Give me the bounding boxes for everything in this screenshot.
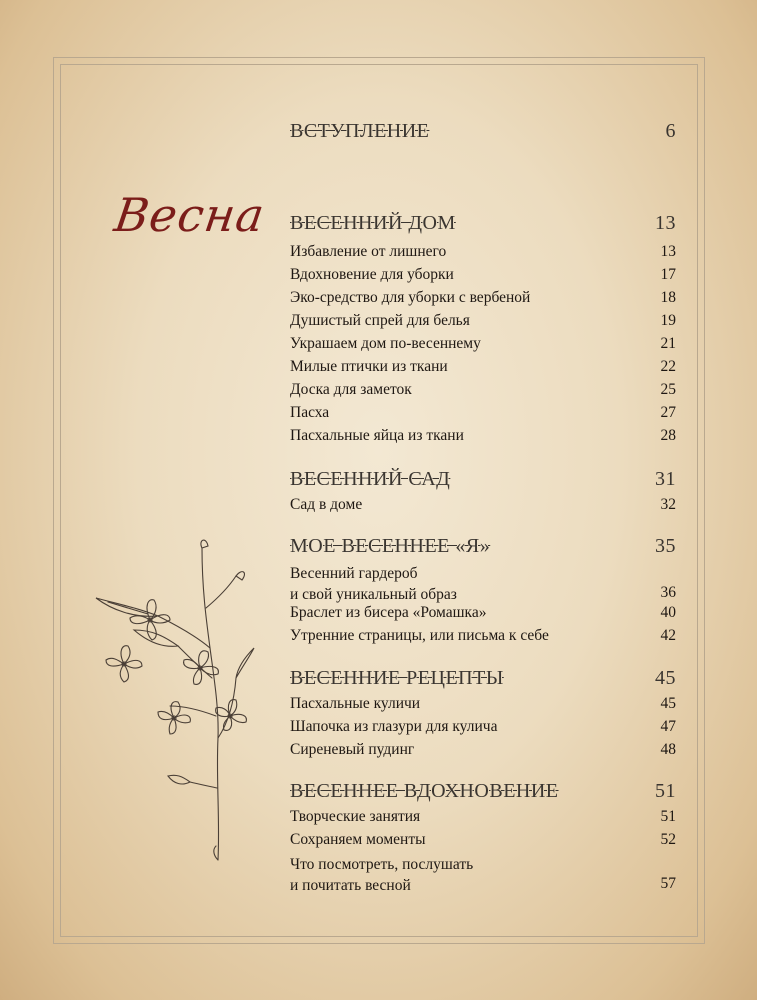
toc-page-number: 27: [660, 404, 676, 421]
toc-entry[interactable]: [290, 312, 676, 334]
toc-entry-title: ВЕСЕННИЙ ДОМ: [290, 212, 456, 234]
toc-entry-title: Доска для заметок: [290, 381, 412, 398]
toc-page-number: 13: [660, 243, 676, 260]
toc-entry-title: Украшаем дом по-весеннему: [290, 335, 481, 352]
toc-entry-title: Сохраняем моменты: [290, 831, 426, 848]
toc-entry[interactable]: [290, 741, 676, 763]
toc-entry[interactable]: [290, 289, 676, 311]
toc-entry-title: Утренние страницы, или письма к себе: [290, 627, 549, 644]
toc-entry-title: Сиреневый пудинг: [290, 741, 415, 758]
toc-entry[interactable]: [290, 563, 676, 605]
toc-page-number: 21: [660, 335, 676, 352]
toc-page-number: 36: [660, 584, 676, 601]
toc-entry-title: ВЕСЕННИЙ САД: [290, 468, 451, 490]
toc-entry-title: МОЕ ВЕСЕННЕЕ «Я»: [290, 535, 491, 557]
toc-entry[interactable]: [290, 266, 676, 288]
toc-section-heading[interactable]: [290, 468, 676, 490]
season-title: Весна: [111, 188, 269, 242]
toc-entry-title: Сад в доме: [290, 496, 363, 513]
toc-page-number: 52: [660, 831, 676, 848]
toc-page-number: 28: [660, 427, 676, 444]
toc-entry[interactable]: [290, 604, 676, 626]
toc-entry[interactable]: [290, 335, 676, 357]
toc-entry-title: Избавление от лишнего: [290, 243, 447, 260]
toc-page-number: 35: [655, 535, 676, 557]
toc-entry[interactable]: [290, 718, 676, 740]
toc-page-number: 57: [660, 875, 676, 892]
toc-page-number: 18: [660, 289, 676, 306]
toc-entry[interactable]: [290, 854, 676, 896]
toc-entry-title: ВСТУПЛЕНИЕ: [290, 120, 430, 142]
toc-entry[interactable]: [290, 808, 676, 830]
toc-page-number: 51: [655, 780, 676, 802]
toc-entry-title-line: Весенний гардероб: [290, 565, 418, 582]
toc-section-heading[interactable]: [290, 780, 676, 802]
toc-page-number: 13: [655, 212, 676, 234]
toc-entry-title: Творческие занятия: [290, 808, 421, 825]
toc-section-heading[interactable]: [290, 212, 676, 234]
toc-section-heading[interactable]: [290, 535, 676, 557]
toc-section-heading[interactable]: [290, 120, 676, 142]
toc-entry[interactable]: [290, 831, 676, 853]
toc-entry-title-line: и свой уникальный образ: [290, 586, 457, 603]
toc-entry-title: Браслет из бисера «Ромашка»: [290, 604, 487, 621]
toc-entry[interactable]: [290, 381, 676, 403]
toc-page-number: 19: [660, 312, 676, 329]
toc-entry[interactable]: [290, 695, 676, 717]
toc-page-number: 32: [660, 496, 676, 513]
toc-page-number: 22: [660, 358, 676, 375]
toc-page-number: 45: [655, 667, 676, 689]
toc-entry[interactable]: [290, 496, 676, 518]
toc-entry[interactable]: [290, 427, 676, 449]
toc-page-number: 48: [660, 741, 676, 758]
toc-entry-title: [290, 563, 457, 605]
toc-entry-title-line: и почитать весной: [290, 877, 411, 894]
toc-entry[interactable]: [290, 627, 676, 649]
toc-page-number: 40: [660, 604, 676, 621]
toc-entry[interactable]: [290, 358, 676, 380]
toc-entry-title: Пасхальные куличи: [290, 695, 421, 712]
toc-entry-title: Милые птички из ткани: [290, 358, 448, 375]
toc-page-number: 51: [660, 808, 676, 825]
toc-entry-title: Вдохновение для уборки: [290, 266, 454, 283]
toc-entry-title: Эко-средство для уборки с вербеной: [290, 289, 531, 306]
toc-page-number: 17: [660, 266, 676, 283]
toc-entry-title: ВЕСЕННИЕ РЕЦЕПТЫ: [290, 667, 504, 689]
toc-entry-title-line: Что посмотреть, послушать: [290, 856, 474, 873]
toc-entry-title: Душистый спрей для белья: [290, 312, 470, 329]
toc-entry-title: [290, 854, 473, 896]
toc-entry-title: Пасхальные яйца из ткани: [290, 427, 464, 444]
toc-page-number: 47: [660, 718, 676, 735]
toc-page-number: 31: [655, 468, 676, 490]
toc-section-heading[interactable]: [290, 667, 676, 689]
toc-page-number: 25: [660, 381, 676, 398]
toc-entry-title: ВЕСЕННЕЕ ВДОХНОВЕНИЕ: [290, 780, 559, 802]
toc-entry[interactable]: [290, 404, 676, 426]
toc-page-number: 45: [660, 695, 676, 712]
toc-entry[interactable]: [290, 243, 676, 265]
toc-entry-title: Шапочка из глазури для кулича: [290, 718, 498, 735]
toc-entry-title: Пасха: [290, 404, 330, 421]
toc-page-number: 42: [660, 627, 676, 644]
toc-page-number: 6: [665, 120, 676, 142]
